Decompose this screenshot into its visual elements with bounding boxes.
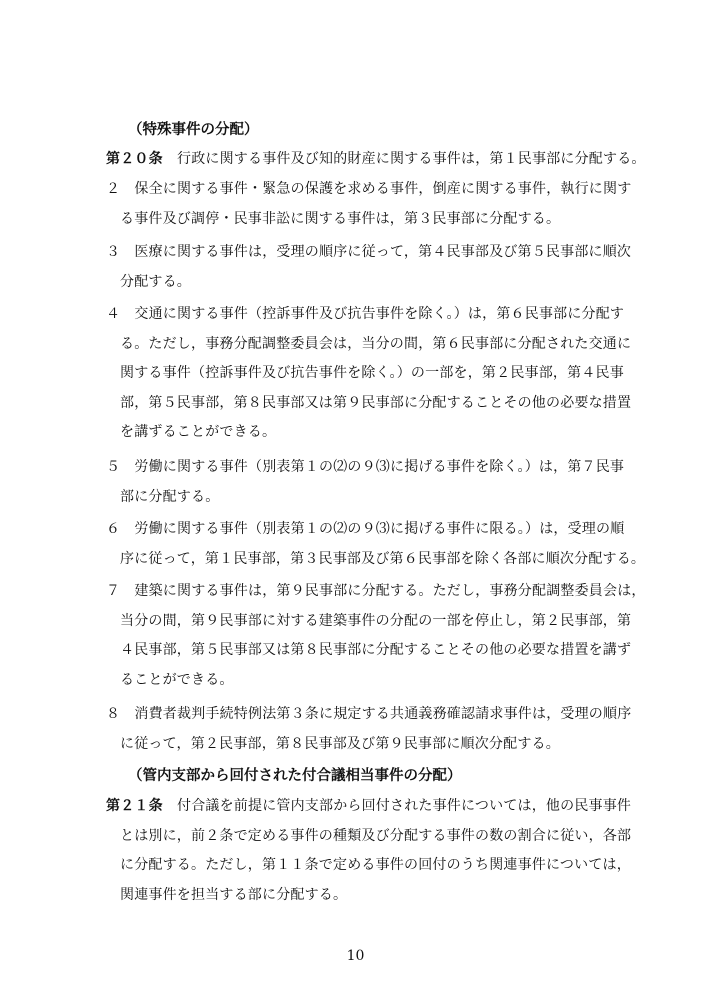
article-20-line <box>106 145 666 175</box>
paragraph-7-line: ７ 建築に関する事件は，第９民事部に分配する。ただし，事務分配調整委員会は， <box>106 583 646 599</box>
paragraph-4-line: 関する事件（控訴事件及び抗告事件を除く。）の一部を，第２民事部，第４民事 <box>120 365 624 381</box>
paragraph-6-line: ６ 労働に関する事件（別表第１の⑵の９⑶に掲げる事件に限る。）は，受理の順 <box>106 521 625 537</box>
paragraph-7-line: ４民事部，第５民事部又は第８民事部に分配することその他の必要な措置を講ず <box>120 642 632 658</box>
article-20-label: 第２０条 <box>106 151 163 167</box>
paragraph-8 <box>106 700 666 759</box>
article-21-label: 第２１条 <box>106 798 163 814</box>
paragraph-8-line: に従って，第２民事部，第８民事部及び第９民事部に順次分配する。 <box>120 735 560 752</box>
article-21-line <box>106 792 666 822</box>
paragraph-8-line: ８ 消費者裁判手続特例法第３条に規定する共通義務確認請求事件は，受理の順序 <box>106 706 632 722</box>
article-20 <box>106 145 666 175</box>
paragraph-2-line: ２ 保全に関する事件・緊急の保護を求める事件，倒産に関する事件，執行に関す <box>106 181 632 197</box>
page-number: 10 <box>346 948 365 964</box>
paragraph-6-line: 序に従って，第１民事部，第３民事部及び第６民事部を除く各部に順次分配する。 <box>120 550 646 567</box>
paragraph-3-line: 分配する。 <box>120 273 191 290</box>
paragraph-4-line: ４ 交通に関する事件（控訴事件及び抗告事件を除く。）は，第６民事部に分配す <box>106 306 625 322</box>
article-21-line: 関連事件を担当する部に分配する。 <box>120 886 348 903</box>
article-21-line: とは別に，前２条で定める事件の種類及び分配する事件の数の割合に従い，各部 <box>120 827 632 844</box>
article-20-text: 行政に関する事件及び知的財産に関する事件は，第１民事部に分配する。 <box>162 151 646 167</box>
paragraph-5 <box>106 453 666 512</box>
paragraph-6 <box>106 515 666 574</box>
paragraph-3 <box>106 238 666 297</box>
paragraph-2-line: る事件及び調停・民事非訟に関する事件は，第３民事部に分配する。 <box>120 210 561 227</box>
paragraph-4-line: る。ただし，事務分配調整委員会は，当分の間，第６民事部に分配された交通に <box>120 335 632 352</box>
paragraph-4 <box>106 300 666 448</box>
article-21-line: に分配する。ただし，第１１条で定める事件の回付のうち関連事件については， <box>120 857 631 873</box>
section-heading-special-cases: （特殊事件の分配） <box>128 121 259 138</box>
paragraph-7 <box>106 577 666 695</box>
paragraph-3-line: ３ 医療に関する事件は，受理の順序に従って，第４民事部及び第５民事部に順次 <box>106 244 632 260</box>
paragraph-5-line: ５ 労働に関する事件（別表第１の⑵の９⑶に掲げる事件を除く。）は，第７民事 <box>106 459 625 475</box>
paragraph-7-line: 当分の間，第９民事部に対する建築事件の分配の一部を停止し，第２民事部，第 <box>120 612 632 629</box>
paragraph-4-line: 部，第５民事部，第８民事部又は第９民事部に分配することその他の必要な措置 <box>120 394 632 411</box>
paragraph-5-line: 部に分配する。 <box>120 488 220 505</box>
article-21-text: 付合議を前提に管内支部から回付された事件については，他の民事事件 <box>162 798 632 814</box>
paragraph-2 <box>106 175 666 234</box>
paragraph-7-line: ることができる。 <box>120 671 234 688</box>
paragraph-4-line: を講ずることができる。 <box>120 424 277 440</box>
section-heading-branch-cases: （管内支部から回付された付合議相当事件の分配） <box>128 767 462 784</box>
article-21 <box>106 792 666 910</box>
